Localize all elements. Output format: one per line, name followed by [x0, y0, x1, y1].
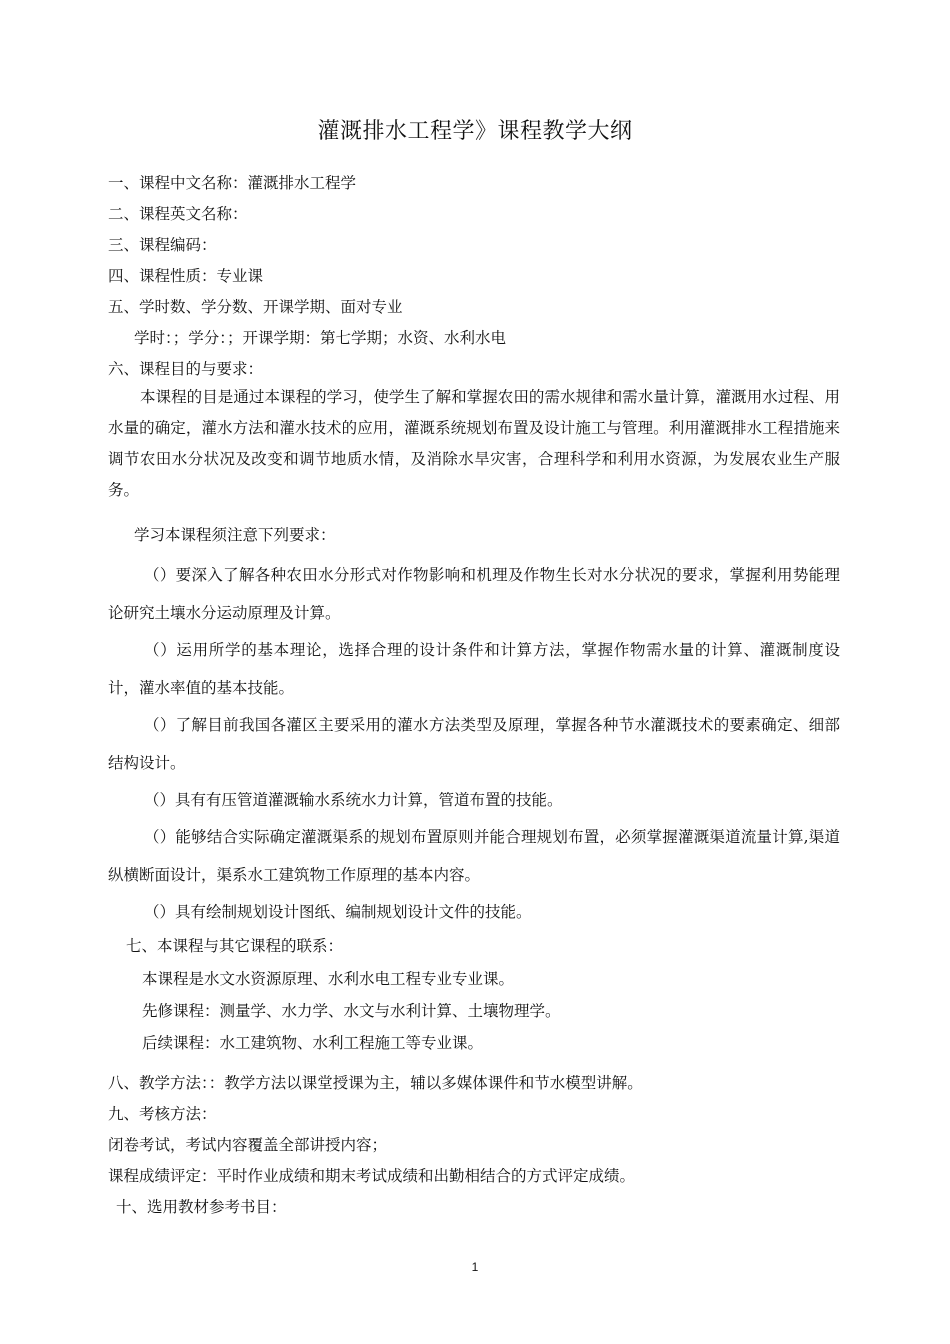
- follow-up-courses: 后续课程：水工建筑物、水利工程施工等专业课。: [142, 1034, 484, 1052]
- exam-format: 闭卷考试，考试内容覆盖全部讲授内容；: [108, 1136, 388, 1154]
- requirements-intro: 学习本课程须注意下列要求：: [134, 526, 336, 544]
- course-goal-heading: 六、课程目的与要求：: [108, 360, 264, 378]
- grading-policy: 课程成绩评定：平时作业成绩和期末考试成绩和出勤相结合的方式评定成绩。: [108, 1167, 636, 1185]
- requirement-5: （）能够结合实际确定灌溉渠系的规划布置原则并能合理规划布置，必须掌握灌溉渠道流量计算,渠道纵横断面设计，渠系水工建筑物工作原理的基本内容。: [108, 828, 840, 884]
- hours-credits-heading: 五、学时数、学分数、开课学期、面对专业: [108, 298, 403, 316]
- course-english-name: 二、课程英文名称：: [108, 205, 248, 223]
- requirement-6: （）具有绘制规划设计图纸、编制规划设计文件的技能。: [144, 903, 532, 921]
- document-title: 灌溉排水工程学》课程教学大纲: [317, 119, 633, 144]
- page-number: 1: [471, 1260, 479, 1274]
- course-relations-heading: 七、本课程与其它课程的联系：: [126, 937, 344, 955]
- hours-credits-detail: 学时：；学分：；开课学期：第七学期；水资、水利水电: [134, 329, 507, 347]
- prerequisite-courses: 先修课程：测量学、水力学、水文与水利计算、土壤物理学。: [142, 1002, 561, 1020]
- assessment-heading: 九、考核方法：: [108, 1105, 217, 1123]
- course-code: 三、课程编码：: [108, 236, 217, 254]
- requirement-4: （）具有有压管道灌溉输水系统水力计算，管道布置的技能。: [144, 791, 563, 809]
- course-relations-type: 本课程是水文水资源原理、水利水电工程专业专业课。: [142, 970, 515, 988]
- teaching-method: 八、教学方法：：教学方法以课堂授课为主，辅以多媒体课件和节水模型讲解。: [108, 1074, 643, 1092]
- requirement-3: （）了解目前我国各灌区主要采用的灌水方法类型及原理，掌握各种节水灌溉技术的要素确定、细部结构设计。: [108, 716, 840, 772]
- requirement-1: （）要深入了解各种农田水分形式对作物影响和机理及作物生长对水分状况的要求，掌握利用势能理论研究土壤水分运动原理及计算。: [108, 566, 840, 622]
- course-nature: 四、课程性质：专业课: [108, 267, 264, 285]
- textbooks-heading: 十、选用教材参考书目：: [116, 1198, 287, 1216]
- course-goal-paragraph: 本课程的目是通过本课程的学习，使学生了解和掌握农田的需水规律和需水量计算，灌溉用水过程、用水量的确定，灌水方法和灌水技术的应用，灌溉系统规划布置及设计施工与管理。利用灌溉排水工程措施来调节农田水分状况及改变和调节地质水情，及消除水旱灾害，合理科学和利用水资源，为发展农业生产服务。: [108, 388, 840, 499]
- course-chinese-name: 一、课程中文名称：灌溉排水工程学: [108, 174, 357, 192]
- requirement-2: （）运用所学的基本理论，选择合理的设计条件和计算方法，掌握作物需水量的计算、灌溉制度设计，灌水率值的基本技能。: [108, 641, 840, 697]
